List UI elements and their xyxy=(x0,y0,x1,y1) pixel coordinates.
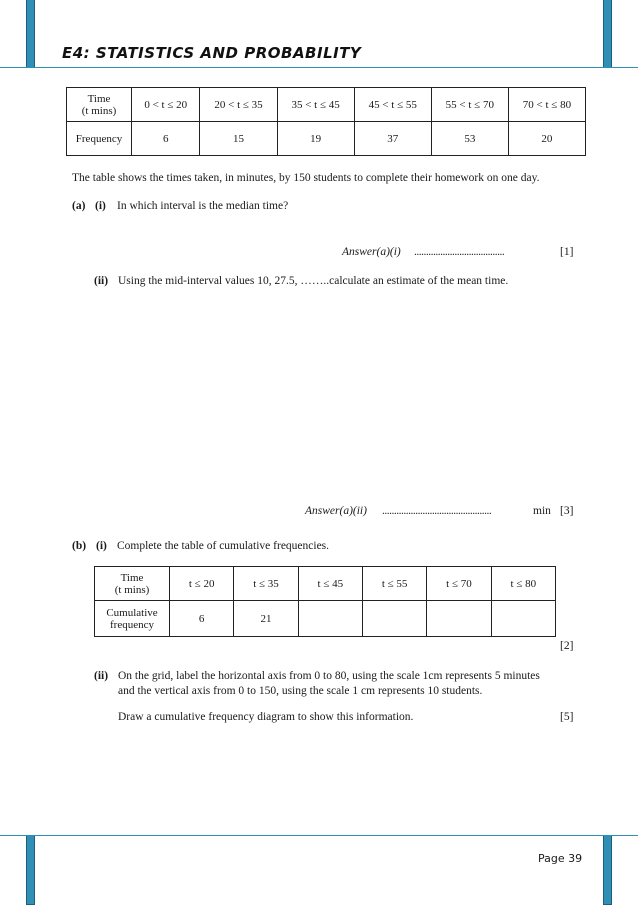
table-row-label-frequency: Frequency xyxy=(67,122,132,156)
table-cell: 37 xyxy=(354,122,431,156)
frame-right-bottom-bar xyxy=(603,835,612,905)
question-b-ii-line3: Draw a cumulative frequency diagram to show this information. xyxy=(118,711,414,723)
table-interval: t ≤ 20 xyxy=(170,567,234,601)
part-b-ii-label: (ii) xyxy=(94,670,109,682)
page-number: Page 39 xyxy=(538,852,583,865)
table-cell-blank[interactable] xyxy=(362,601,426,637)
table-interval: t ≤ 70 xyxy=(427,567,491,601)
table-interval: 35 < t ≤ 45 xyxy=(277,88,354,122)
table-interval: t ≤ 80 xyxy=(491,567,555,601)
mark-b-ii: [5] xyxy=(560,711,574,723)
frame-left-top-bar xyxy=(26,0,35,68)
frame-right-top-bar xyxy=(603,0,612,68)
table-row-label-time: Time (t mins) xyxy=(95,567,170,601)
table-interval: t ≤ 45 xyxy=(298,567,362,601)
question-a-ii: Using the mid-interval values 10, 27.5, ……..calculate an estimate of the mean time. xyxy=(118,275,509,287)
part-a-ii-label: (ii) xyxy=(94,275,109,287)
page-title: E4: STATISTICS AND PROBABILITY xyxy=(62,44,362,62)
table-interval: t ≤ 55 xyxy=(362,567,426,601)
cumulative-frequency-table xyxy=(94,566,556,637)
table-interval: 0 < t ≤ 20 xyxy=(132,88,200,122)
table-cell: 6 xyxy=(170,601,234,637)
table-cell: 20 xyxy=(508,122,585,156)
table-cell: 15 xyxy=(200,122,277,156)
frame-top-rule xyxy=(0,67,638,68)
part-a-label: (a) xyxy=(72,200,86,212)
part-b-label: (b) xyxy=(72,540,87,552)
table-cell-blank[interactable] xyxy=(427,601,491,637)
frequency-table xyxy=(66,87,586,156)
frame-bottom-rule xyxy=(0,835,638,836)
answer-a-ii-unit: min xyxy=(533,505,551,517)
answer-a-ii-field[interactable]: .............................................. xyxy=(382,505,492,517)
table-interval: 20 < t ≤ 35 xyxy=(200,88,277,122)
mark-a-i: [1] xyxy=(560,246,574,258)
table-cell: 21 xyxy=(234,601,298,637)
table-cell-blank[interactable] xyxy=(298,601,362,637)
table-interval: 45 < t ≤ 55 xyxy=(354,88,431,122)
mark-a-ii: [3] xyxy=(560,505,574,517)
table-interval: 70 < t ≤ 80 xyxy=(508,88,585,122)
mark-b-i: [2] xyxy=(560,640,574,652)
part-b-i-label: (i) xyxy=(96,540,107,552)
answer-a-i-label: Answer(a)(i) xyxy=(342,246,401,258)
intro-text: The table shows the times taken, in minutes, by 150 students to complete their homework on one day. xyxy=(72,172,540,184)
question-b-ii-line2: and the vertical axis from 0 to 150, using the scale 1 cm represents 10 students. xyxy=(118,685,483,697)
table-cell: 19 xyxy=(277,122,354,156)
table-cell-blank[interactable] xyxy=(491,601,555,637)
question-b-ii-line1: On the grid, label the horizontal axis from 0 to 80, using the scale 1cm represents 5 minutes xyxy=(118,670,540,682)
frame-left-bottom-bar xyxy=(26,835,35,905)
table-row-label-cumulative: Cumulative frequency xyxy=(95,601,170,637)
answer-a-ii-label: Answer(a)(ii) xyxy=(305,505,367,517)
table-cell: 6 xyxy=(132,122,200,156)
table-cell: 53 xyxy=(431,122,508,156)
question-a-i: In which interval is the median time? xyxy=(117,200,289,212)
table-row-label-time: Time (t mins) xyxy=(67,88,132,122)
table-interval: t ≤ 35 xyxy=(234,567,298,601)
table-interval: 55 < t ≤ 70 xyxy=(431,88,508,122)
answer-a-i-field[interactable]: ...................................... xyxy=(414,246,505,258)
question-b-i: Complete the table of cumulative frequencies. xyxy=(117,540,330,552)
part-a-i-label: (i) xyxy=(95,200,106,212)
